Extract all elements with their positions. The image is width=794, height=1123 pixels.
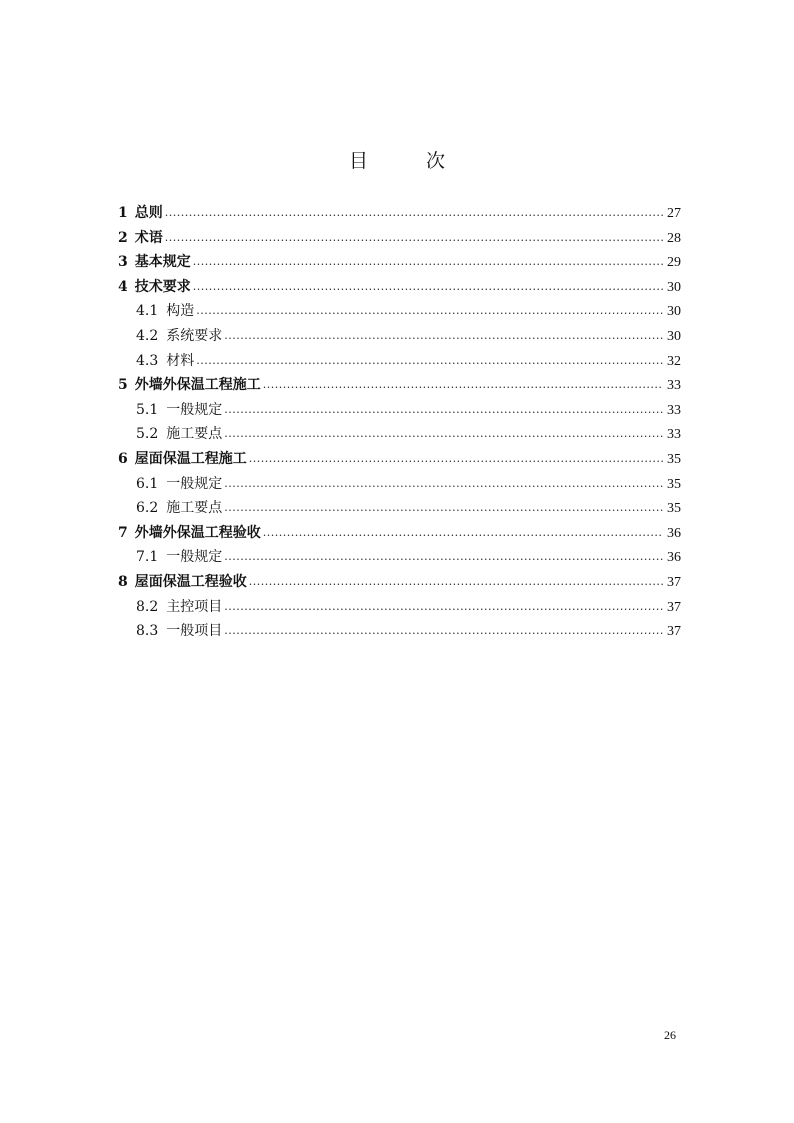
toc-entry-number: 3 (118, 254, 128, 271)
toc-entry-label (136, 423, 222, 443)
toc-entry-label (118, 571, 247, 591)
toc-leader-dots (249, 452, 663, 465)
toc-entry[interactable] (118, 522, 681, 547)
toc-subentry[interactable] (118, 325, 681, 350)
toc-subentry[interactable] (118, 596, 681, 621)
toc-entry-label (136, 399, 222, 419)
toc-entry-page: 30 (667, 304, 681, 320)
toc-entry[interactable] (118, 202, 681, 227)
toc-entry-number: 8.2 (136, 598, 159, 615)
toc-entry-label (136, 473, 222, 493)
toc-entry-title: 屋面保温工程验收 (134, 573, 247, 590)
toc-entry-title: 外墙外保温工程验收 (134, 524, 261, 541)
toc-entry-number: 6.2 (136, 500, 159, 517)
toc-entry-label (118, 202, 163, 222)
toc-subentry[interactable] (118, 473, 681, 498)
toc-entry-label (118, 522, 261, 542)
toc-entry-page: 30 (667, 279, 681, 295)
toc-entry-number: 5.2 (136, 426, 159, 443)
toc-entry-label (136, 497, 222, 517)
toc-entry-page: 33 (667, 378, 681, 394)
toc-entry-page: 27 (667, 206, 681, 221)
toc-entry-title: 总则 (134, 205, 163, 221)
toc-entry-page: 35 (667, 451, 681, 467)
toc-entry-number: 5.1 (136, 401, 159, 418)
toc-entry[interactable] (118, 276, 681, 301)
toc-entry-page: 29 (667, 255, 681, 271)
toc-entry-title: 一般规定 (166, 401, 223, 418)
toc-entry-page: 36 (667, 525, 681, 541)
toc-leader-dots (224, 624, 663, 637)
toc-entry-page: 30 (667, 328, 681, 344)
toc-entry-page: 35 (667, 501, 681, 517)
toc-entry-label (136, 620, 222, 640)
toc-subentry[interactable] (118, 350, 681, 375)
table-of-contents (118, 202, 681, 645)
toc-entry-number: 1 (118, 205, 128, 221)
toc-entry-page: 33 (667, 427, 681, 443)
toc-entry-label (136, 350, 194, 370)
toc-entry-label (118, 276, 191, 296)
toc-leader-dots (263, 378, 663, 391)
toc-entry[interactable] (118, 374, 681, 399)
toc-entry-number: 6 (118, 450, 128, 467)
toc-entry-label (136, 596, 222, 616)
toc-subentry[interactable] (118, 620, 681, 645)
page-title: 目 次 (348, 150, 472, 172)
toc-entry-label (136, 300, 194, 320)
toc-entry-label (118, 227, 163, 247)
toc-leader-dots (165, 206, 663, 219)
toc-entry-page: 32 (667, 353, 681, 369)
toc-entry-title: 一般规定 (166, 475, 223, 492)
toc-entry-title: 术语 (134, 229, 163, 246)
toc-entry-page: 37 (667, 574, 681, 590)
toc-leader-dots (224, 329, 663, 342)
toc-leader-dots (196, 354, 663, 367)
toc-entry-number: 6.1 (136, 475, 159, 492)
toc-entry[interactable] (118, 571, 681, 596)
toc-entry-title: 技术要求 (134, 278, 191, 295)
toc-entry-page: 37 (667, 599, 681, 615)
toc-entry-title: 材料 (166, 352, 195, 369)
toc-subentry[interactable] (118, 399, 681, 424)
toc-entry-title: 构造 (166, 303, 195, 320)
toc-entry[interactable] (118, 251, 681, 276)
toc-subentry[interactable] (118, 300, 681, 325)
toc-entry-number: 4 (118, 278, 128, 295)
toc-entry-title: 屋面保温工程施工 (134, 450, 247, 467)
toc-leader-dots (224, 501, 663, 514)
toc-entry[interactable] (118, 448, 681, 473)
toc-leader-dots (224, 477, 663, 490)
toc-entry-number: 7.1 (136, 549, 159, 566)
toc-entry-label (118, 448, 247, 468)
toc-leader-dots (196, 304, 663, 317)
toc-leader-dots (165, 231, 663, 244)
toc-entry-number: 8.3 (136, 623, 159, 640)
toc-entry-page: 37 (667, 624, 681, 640)
toc-entry-label (118, 251, 191, 271)
toc-entry-page: 33 (667, 402, 681, 418)
toc-entry-label (136, 546, 222, 566)
toc-subentry[interactable] (118, 423, 681, 448)
toc-entry-number: 7 (118, 524, 128, 541)
toc-entry-number: 8 (118, 573, 128, 590)
toc-entry-page: 36 (667, 550, 681, 566)
toc-entry-label (118, 374, 261, 394)
toc-entry-title: 系统要求 (166, 327, 223, 344)
toc-leader-dots (224, 427, 663, 440)
toc-leader-dots (224, 600, 663, 613)
toc-leader-dots (224, 403, 663, 416)
toc-entry-number: 4.3 (136, 352, 159, 369)
toc-subentry[interactable] (118, 546, 681, 571)
toc-leader-dots (249, 575, 663, 588)
toc-entry-title: 施工要点 (166, 500, 223, 517)
toc-subentry[interactable] (118, 497, 681, 522)
toc-leader-dots (224, 550, 663, 563)
toc-entry-label (136, 325, 222, 345)
toc-entry-title: 外墙外保温工程施工 (134, 377, 261, 394)
toc-entry-title: 一般规定 (166, 549, 223, 566)
toc-entry-title: 基本规定 (134, 254, 191, 271)
toc-entry-page: 35 (667, 476, 681, 492)
toc-leader-dots (193, 255, 663, 268)
toc-entry-title: 施工要点 (166, 426, 223, 443)
toc-entry-title: 一般项目 (166, 623, 223, 640)
toc-leader-dots (263, 526, 663, 539)
toc-leader-dots (193, 280, 663, 293)
toc-entry-number: 5 (118, 377, 128, 394)
toc-entry-title: 主控项目 (166, 598, 223, 615)
toc-entry[interactable] (118, 227, 681, 252)
toc-entry-number: 2 (118, 229, 128, 246)
toc-entry-number: 4.2 (136, 327, 159, 344)
toc-entry-number: 4.1 (136, 303, 159, 320)
page-number: 26 (664, 1028, 676, 1042)
toc-entry-page: 28 (667, 230, 681, 246)
